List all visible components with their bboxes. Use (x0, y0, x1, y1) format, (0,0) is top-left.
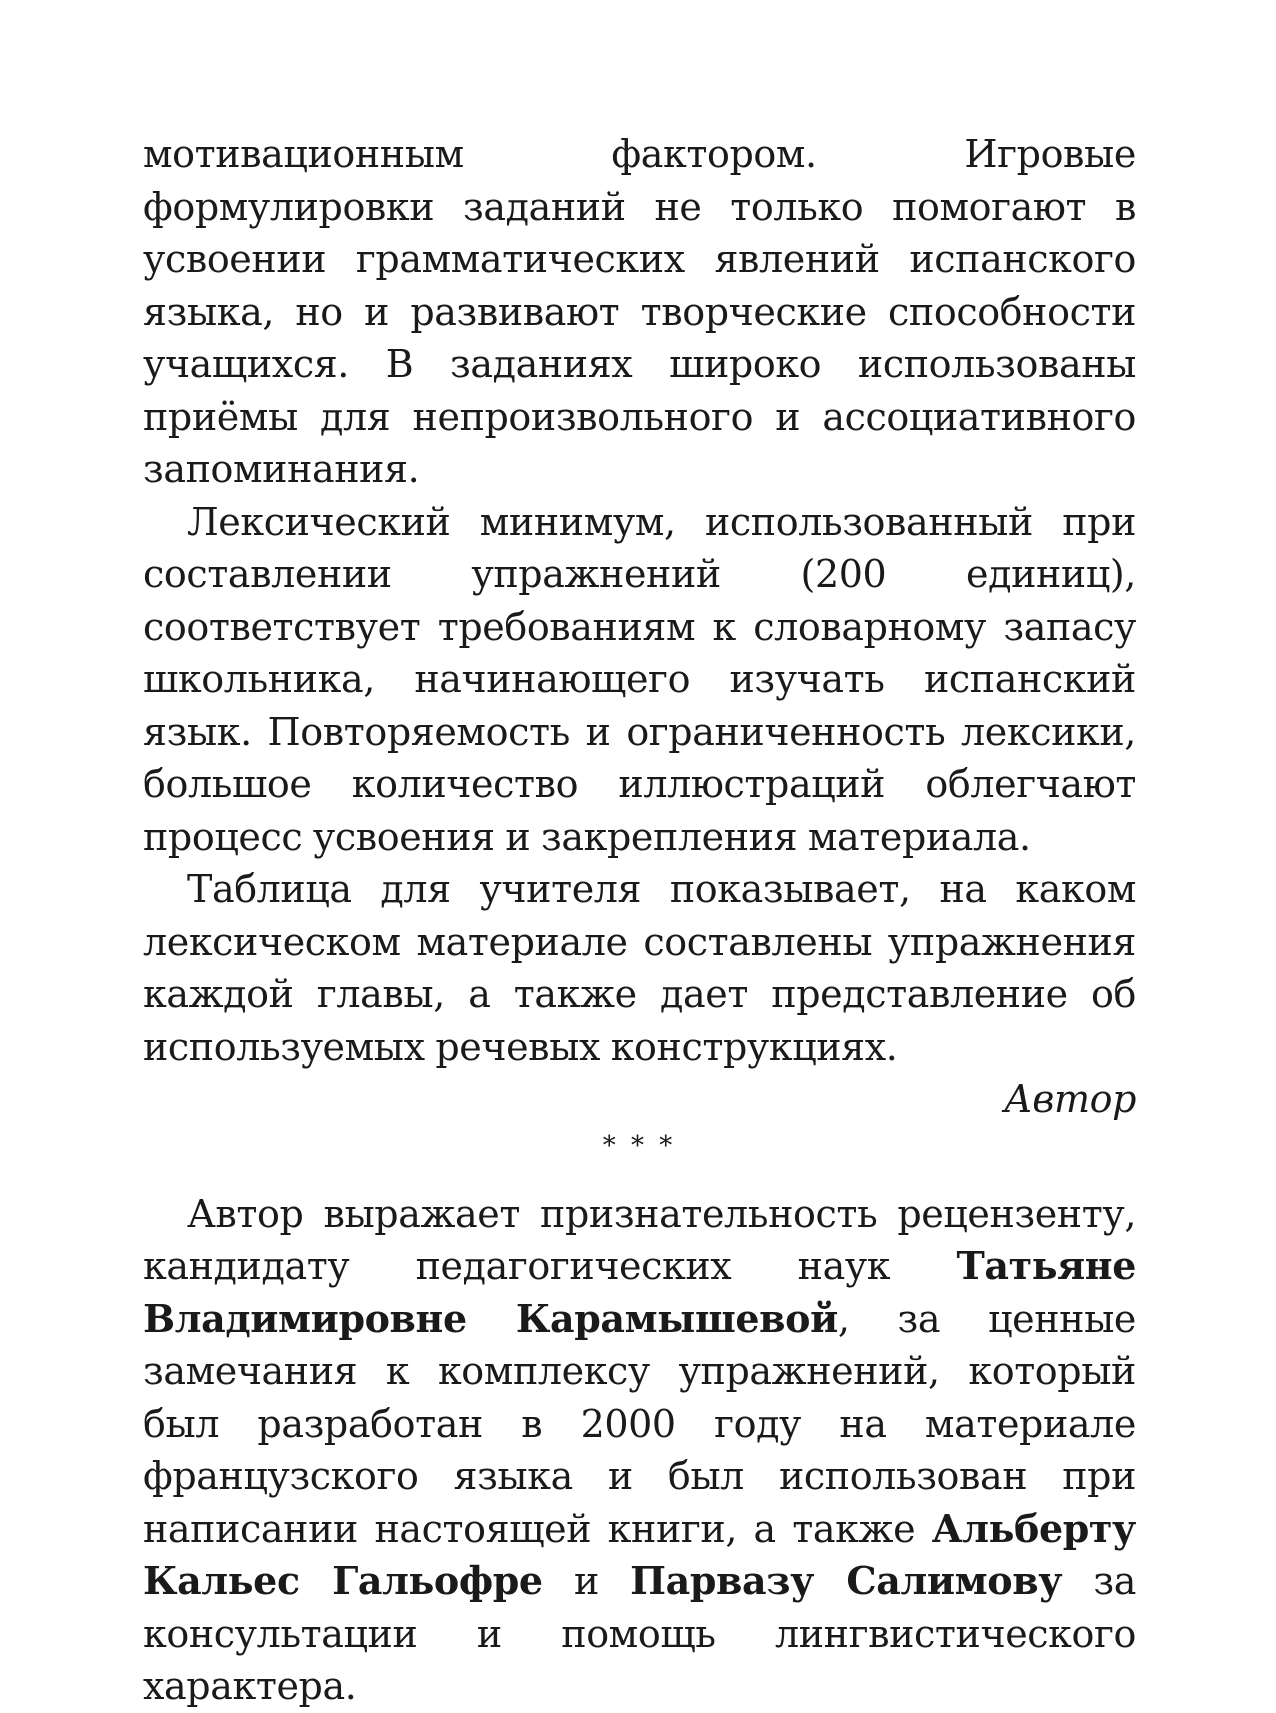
paragraph-lexical-minimum: Лексический минимум, использованный при составлении упражнений (200 единиц), соответствует требованиям к словарному запасу школьника, начинающего изучать испанский язык. Повторяемость и ограниченность лексики, большое количество иллюстраций облегчают процесс усвоения и закрепления материала. (143, 499, 1136, 859)
ack-text-1: Автор выражает признательность рецензенту, кандидату педагогических наук (143, 1191, 1136, 1288)
section-separator: * * * (602, 1130, 677, 1161)
reviewer-name: Татьяне Владимировне Карамышевой (143, 1243, 1136, 1341)
author-signature: Автор (1003, 1077, 1136, 1121)
paragraph-motivation: мотивационным фактором. Игровые формулировки заданий не только помогают в усвоении грамматических явлений испанского языка, но и развивают творческие способности учащихся. В заданиях широко использованы приёмы для непроизвольного и ассоциативного запоминания. (143, 132, 1136, 491)
ack-text-2: , за ценные замечания к комплексу упражнений, который был разработан в 2000 году на материале французского языка и был использован при написании настоящей книги, а также (143, 1296, 1136, 1551)
page-body (143, 128, 1136, 1713)
consultant-name-2: Парвазу Салимову (630, 1558, 1063, 1603)
paragraph-acknowledgement (143, 1188, 1136, 1713)
ack-text-4: за консультации и помощь лингвистического характера. (143, 1559, 1136, 1708)
ack-text-3: и (542, 1559, 631, 1603)
consultant-name-1: Альберту Кальес Гальофре (143, 1505, 1136, 1603)
paragraph-teacher-table: Таблица для учителя показывает, на каком лексическом материале составлены упражнения каждой главы, а также дает представление об используемых речевых конструкциях. (143, 867, 1136, 1069)
